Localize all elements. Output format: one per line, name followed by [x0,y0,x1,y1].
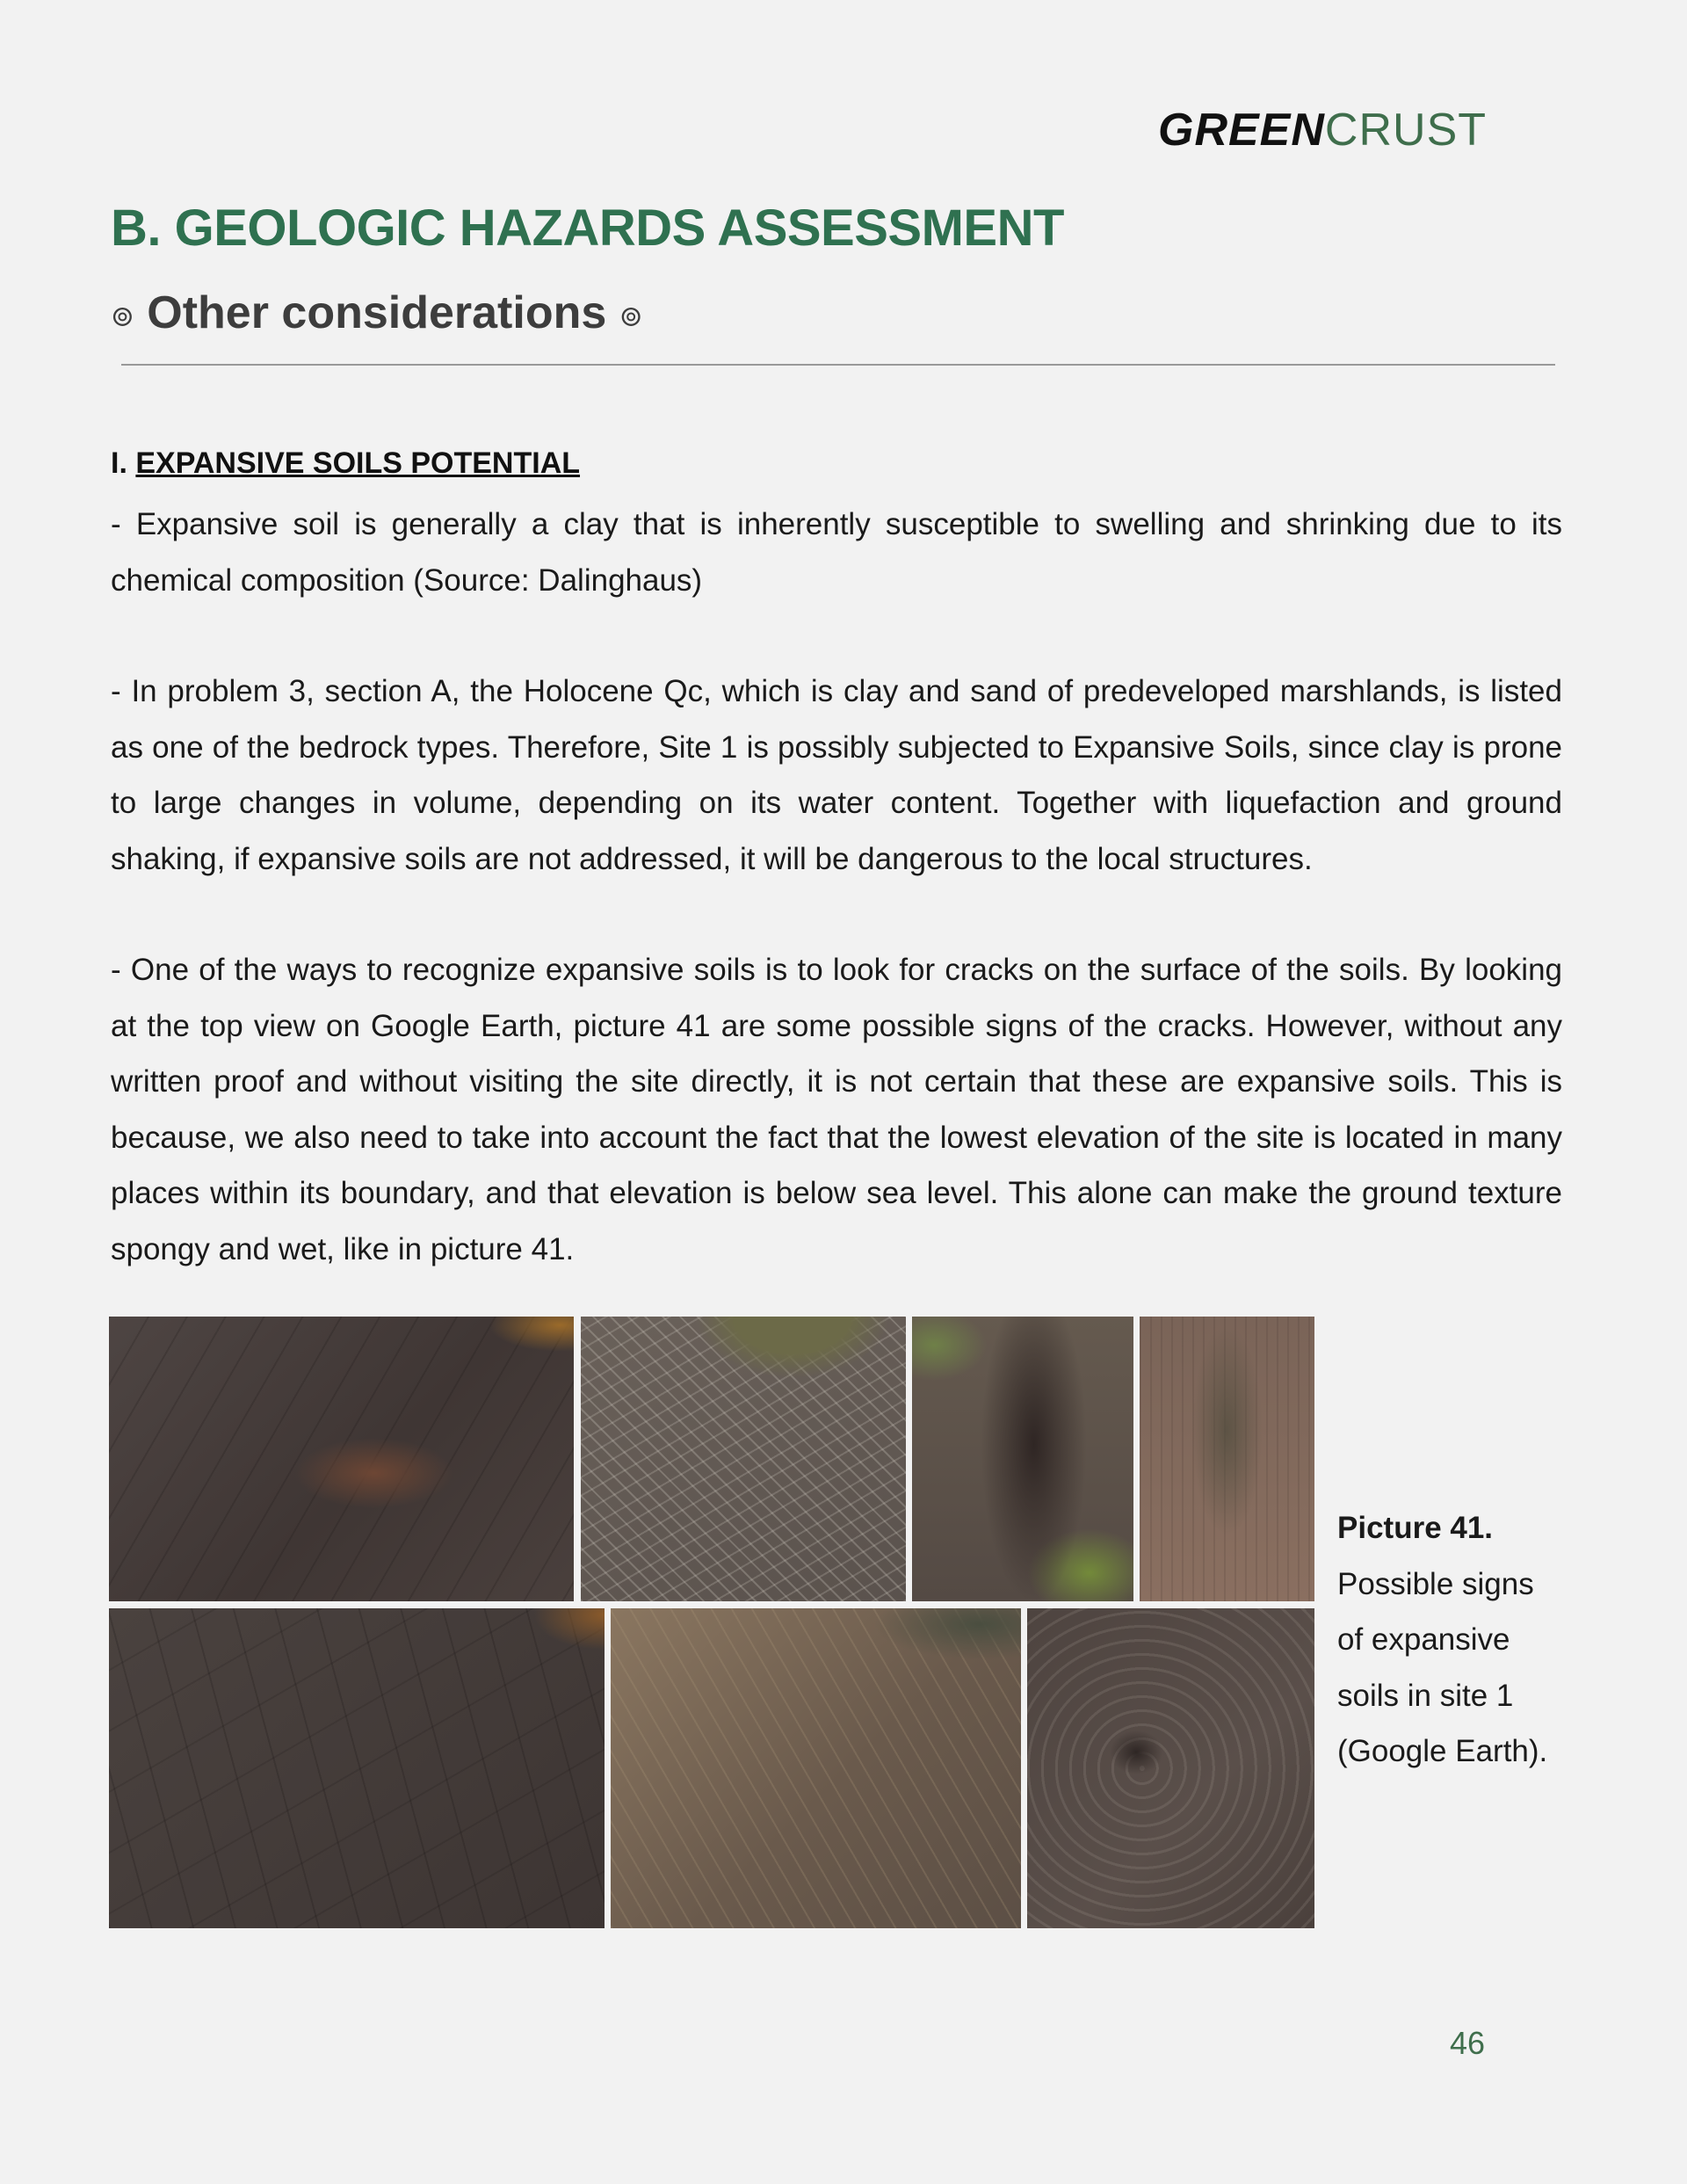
greencrust-logo [1158,104,1487,156]
ornament-right-icon: ⊚ [619,300,643,332]
logo-crust-word: CRUST [1324,105,1488,156]
caption-text: Possible signs of expansive soils in site 1 (Google Earth). [1337,1566,1548,1768]
subtitle-text: Other considerations [147,287,607,338]
aerial-photo-5 [109,1608,605,1928]
subsection-heading [111,446,580,481]
subtitle [111,287,643,339]
paragraph-1: - Expansive soil is generally a clay that is inherently susceptible to swelling and shrinking due to its chemical composition (Source: Dalinghaus) [111,507,1562,598]
aerial-photo-4 [1140,1317,1314,1601]
paragraph-2: - In problem 3, section A, the Holocene Qc, which is clay and sand of predeveloped marshlands, is listed as one of the bedrock types. Therefore, Site 1 is possibly subjected to Expansive Soils, since clay is prone to large changes in volume, depending on its water content. Together with liquefaction and ground shaking, if expansive soils are not addressed, it will be dangerous to the local structures. [111,674,1562,876]
photo-collage [109,1317,1314,1928]
heading-title: EXPANSIVE SOILS POTENTIAL [135,446,581,480]
section-title: B. GEOLOGIC HAZARDS ASSESSMENT [111,200,1064,257]
aerial-photo-3 [912,1317,1133,1601]
aerial-photo-2 [581,1317,906,1601]
paragraph-3: - One of the ways to recognize expansive soils is to look for cracks on the surface of the soils. By looking at the top view on Google Earth, picture 41 are some possible signs of the cracks. However, without any written proof and without visiting the site directly, it is not certain that these are expansive soils. This is because, we also need to take into account the fact that the lowest elevation of the site is located in many places within its boundary, and that elevation is below sea level. This alone can make the ground texture spongy and wet, like in picture 41. [111,953,1562,1266]
logo-green-word: GREEN [1158,105,1325,156]
aerial-photo-1 [109,1317,574,1601]
figure-caption [1337,1500,1557,1780]
aerial-photo-6 [611,1608,1021,1928]
page-number: 46 [1450,2025,1486,2061]
heading-number: I. [111,446,127,480]
ornament-left-icon: ⊚ [111,300,134,332]
divider [121,364,1555,366]
caption-title: Picture 41. [1337,1511,1494,1545]
aerial-photo-7 [1027,1608,1314,1928]
